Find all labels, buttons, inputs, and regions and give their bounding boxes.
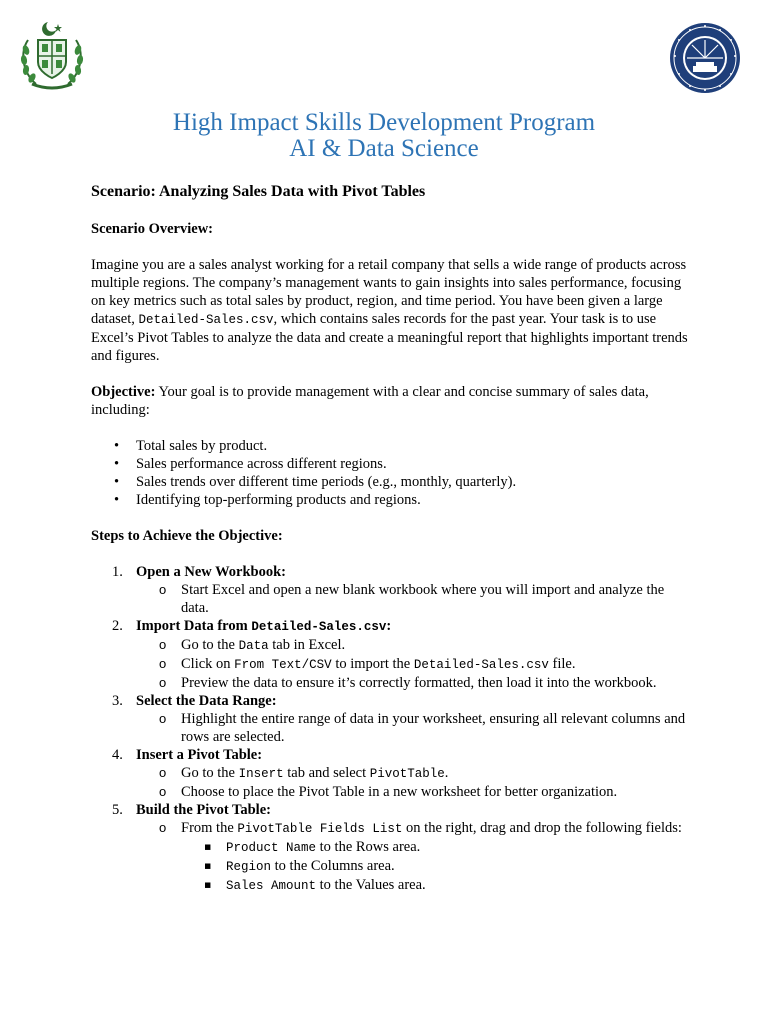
- objective-text: Your goal is to provide management with a clear and concise summary of sales data, including:: [91, 384, 649, 418]
- step-title: Insert a Pivot Table:: [136, 747, 263, 763]
- scenario-heading: Scenario: Analyzing Sales Data with Pivot Tables: [91, 183, 426, 200]
- list-item: o Choose to place the Pivot Table in a new worksheet for better organization.: [136, 783, 691, 801]
- item-text: file.: [548, 656, 576, 672]
- program-title: High Impact Skills Development Program: [172, 109, 596, 136]
- step-number: 4.: [112, 747, 123, 763]
- step-3: [91, 692, 691, 746]
- program-subtitle: AI & Data Science: [289, 135, 479, 162]
- overview-text-2: , which contains sales records for the past year. Your task is to use Excel’s Pivot Tables to analyze the data and create a meaningful report that highlights important trends and figures.: [91, 311, 688, 364]
- list-item: • Sales performance across different regions.: [91, 455, 691, 473]
- step-title-end: :: [386, 618, 392, 634]
- list-item: [136, 819, 691, 895]
- objective-list: [91, 437, 691, 509]
- step-title-text: Import Data from: [136, 618, 252, 634]
- government-emblem-icon: [18, 18, 86, 94]
- item-text: Go to the: [181, 637, 239, 653]
- overview-paragraph: [91, 256, 691, 365]
- item-text: From the: [181, 820, 238, 836]
- field-code: Sales Amount: [226, 879, 317, 893]
- university-seal-icon: [668, 18, 742, 98]
- list-item: [181, 876, 691, 895]
- step-title-code: Detailed-Sales.csv: [251, 620, 387, 634]
- step-number: 5.: [112, 802, 123, 818]
- step-5: [91, 801, 691, 895]
- item-code: PivotTable Fields List: [237, 822, 403, 836]
- step-2: [91, 617, 691, 692]
- item-text: Click on: [181, 656, 235, 672]
- field-text: to the Values area.: [316, 877, 426, 893]
- item-text: on the right, drag and drop the following fields:: [402, 820, 682, 836]
- objective-label: Objective:: [91, 384, 156, 400]
- step-number: 1.: [112, 564, 123, 580]
- overview-heading: Scenario Overview:: [91, 221, 214, 237]
- step-4: [91, 746, 691, 801]
- document-body: [91, 182, 691, 895]
- item-code: Insert: [238, 767, 284, 781]
- item-text: tab in Excel.: [268, 637, 346, 653]
- list-item: [136, 655, 691, 674]
- list-item: • Identifying top-performing products and regions.: [91, 491, 691, 509]
- item-text: Go to the: [181, 765, 239, 781]
- item-text: .: [444, 765, 449, 781]
- field-code: Region: [226, 860, 272, 874]
- list-item: [136, 636, 691, 655]
- list-item: [136, 764, 691, 783]
- list-item: • Total sales by product.: [91, 437, 691, 455]
- step-number: 3.: [112, 693, 123, 709]
- field-text: to the Columns area.: [271, 858, 395, 874]
- field-code: Product Name: [226, 841, 317, 855]
- item-code: From Text/CSV: [234, 658, 332, 672]
- step-title: Select the Data Range:: [136, 693, 277, 709]
- list-item: o Highlight the entire range of data in your worksheet, ensuring all relevant columns and rows are selected.: [136, 710, 691, 746]
- item-code: PivotTable: [369, 767, 445, 781]
- list-item: o Preview the data to ensure it’s correctly formatted, then load it into the workbook.: [136, 674, 691, 692]
- item-text: tab and select: [283, 765, 370, 781]
- step-title: Open a New Workbook:: [136, 564, 286, 580]
- list-item: • Sales trends over different time periods (e.g., monthly, quarterly).: [91, 473, 691, 491]
- list-item: [181, 838, 691, 857]
- item-code: Detailed-Sales.csv: [413, 658, 549, 672]
- overview-filename: Detailed-Sales.csv: [138, 313, 274, 327]
- steps-list: [91, 563, 691, 895]
- list-item: [181, 857, 691, 876]
- step-1: [91, 563, 691, 617]
- steps-heading: Steps to Achieve the Objective:: [91, 528, 283, 544]
- list-item: o Start Excel and open a new blank workbook where you will import and analyze the data.: [136, 581, 691, 617]
- item-code: Data: [238, 639, 269, 653]
- step-title: [136, 618, 391, 634]
- step-number: 2.: [112, 618, 123, 634]
- objective-paragraph: [91, 383, 691, 419]
- field-text: to the Rows area.: [316, 839, 421, 855]
- step-title: Build the Pivot Table:: [136, 802, 271, 818]
- overview-text-1: Imagine you are a sales analyst working for a retail company that sells a wide range of products across multiple regions. The company’s management wants to gain insights into sales performance, focusing on key metrics such as total sales by product, region, and time period. You have been given a large dataset,: [91, 257, 687, 327]
- item-text: to import the: [331, 656, 414, 672]
